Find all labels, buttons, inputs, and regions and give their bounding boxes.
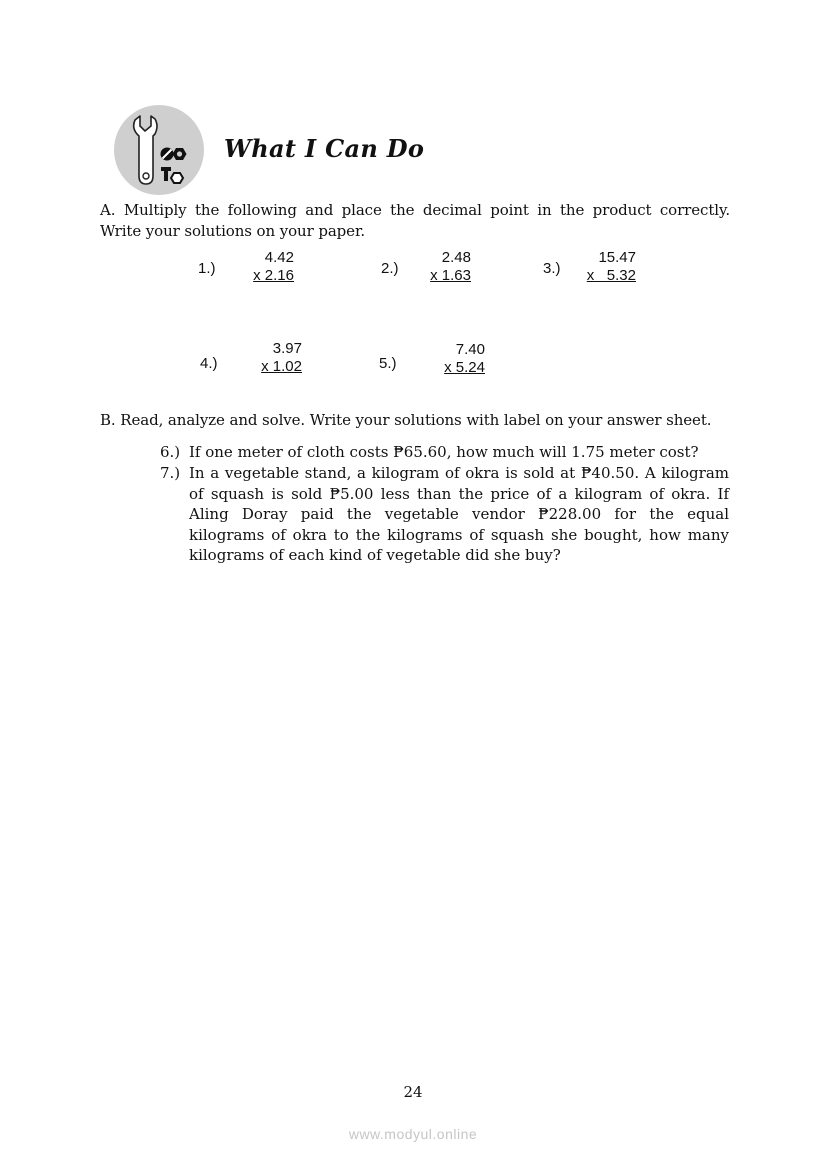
multiplicand: 3.97 xyxy=(272,340,302,357)
tools-icon xyxy=(113,104,205,196)
multiplier: x 1.63 xyxy=(430,267,471,284)
problem-label: 2.) xyxy=(381,260,399,277)
part-a-instruction: A. Multiply the following and place the decimal point in the product correctly. Write your solutions on your paper. xyxy=(100,201,730,240)
multiplicand: 4.42 xyxy=(264,249,294,266)
word-problem-label: 6.) xyxy=(160,443,181,461)
word-problem-text: In a vegetable stand, a kilogram of okra is sold at ₱40.50. A kilogram of squash is sold ₱5.00 less than the price of a kilogram of okra. If Aling Doray paid the vegetable vendor ₱228.00 for the equal kilograms of okra to the kilograms of squash she bought, how many kilograms of each kind of vegetable did she buy? xyxy=(189,464,729,564)
multiplier: x 1.02 xyxy=(261,358,302,375)
problem-label: 3.) xyxy=(543,260,561,277)
multiplier: x 2.16 xyxy=(253,267,294,284)
problem-label: 1.) xyxy=(198,260,216,277)
multiplier: x 5.24 xyxy=(444,359,485,376)
problem-label: 5.) xyxy=(379,355,397,372)
multiplier: x 5.32 xyxy=(586,267,636,284)
part-b-instruction: B. Read, analyze and solve. Write your solutions with label on your answer sheet. xyxy=(100,411,712,429)
word-problem-label: 7.) xyxy=(160,464,181,482)
multiplicand: 7.40 xyxy=(455,341,485,358)
section-title: What I Can Do xyxy=(224,134,425,163)
word-problem-text: If one meter of cloth costs ₱65.60, how much will 1.75 meter cost? xyxy=(189,443,699,461)
page-number: 24 xyxy=(403,1083,423,1101)
multiplicand: 2.48 xyxy=(441,249,471,266)
footer-watermark: www.modyul.online xyxy=(348,1126,478,1142)
multiplicand: 15.47 xyxy=(598,249,636,266)
problem-label: 4.) xyxy=(200,355,218,372)
